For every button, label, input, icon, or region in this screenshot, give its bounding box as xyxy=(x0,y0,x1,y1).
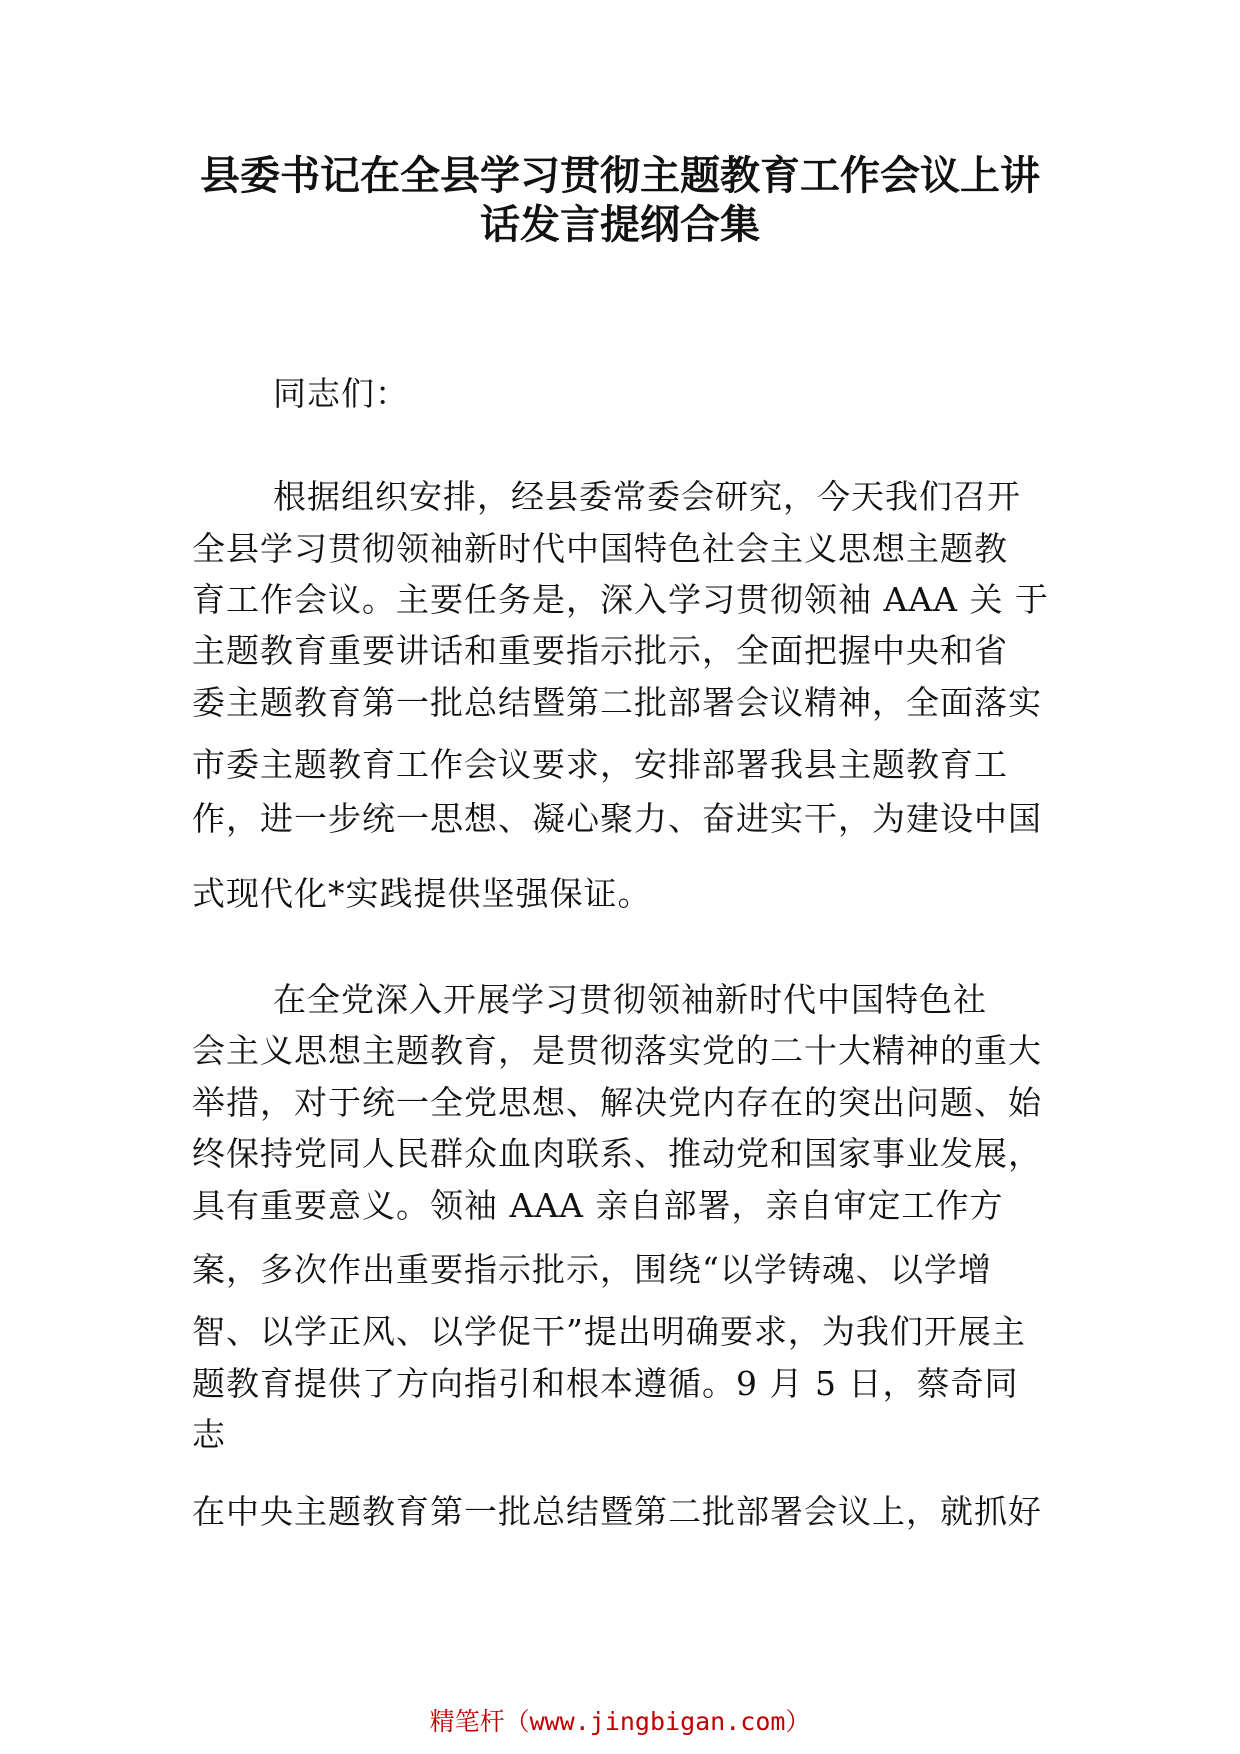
paragraph-1-line: 式现代化*实践提供坚强保证。 xyxy=(192,874,652,913)
paragraph-2-line: 在中央主题教育第一批总结暨第二批部署会议上，就抓好 xyxy=(192,1492,1042,1531)
paragraph-2-line: 题教育提供了方向指引和根本遵循。9 月 5 日，蔡奇同 xyxy=(192,1364,1019,1403)
paragraph-1-line: 委主题教育第一批总结暨第二批部署会议精神，全面落实 xyxy=(192,683,1042,722)
footer-watermark: 精笔杆（www.jingbigan.com） xyxy=(429,1707,811,1736)
paragraph-2-line: 在全党深入开展学习贯彻领袖新时代中国特色社 xyxy=(273,980,987,1019)
paragraph-2-line: 举措，对于统一全党思想、解决党内存在的突出问题、始 xyxy=(192,1083,1042,1122)
paragraph-1-line: 作，进一步统一思想、凝心聚力、奋进实干，为建设中国 xyxy=(192,799,1042,838)
paragraph-1-line: 主题教育重要讲话和重要指示批示，全面把握中央和省 xyxy=(192,631,1008,670)
paragraph-1-line: 全县学习贯彻领袖新时代中国特色社会主义思想主题教 xyxy=(192,529,1008,568)
paragraph-2-line: 智、以学正风、以学促干”提出明确要求，为我们开展主 xyxy=(192,1312,1026,1351)
document-title-line-2: 话发言提纲合集 xyxy=(480,202,760,248)
paragraph-2-line: 会主义思想主题教育，是贯彻落实党的二十大精神的重大 xyxy=(192,1031,1042,1070)
document-title-line-1: 县委书记在全县学习贯彻主题教育工作会议上讲 xyxy=(200,153,1040,199)
paragraph-1-line: 育工作会议。主要任务是，深入学习贯彻领袖 AAA 关 于 xyxy=(192,580,1049,619)
salutation: 同志们： xyxy=(273,374,409,413)
paragraph-2-line: 案，多次作出重要指示批示，围绕“以学铸魂、以学增 xyxy=(192,1250,992,1289)
paragraph-2-line: 志 xyxy=(192,1415,226,1454)
paragraph-2-line: 具有重要意义。领袖 AAA 亲自部署，亲自审定工作方 xyxy=(192,1186,1004,1225)
paragraph-1-line: 根据组织安排，经县委常委会研究，今天我们召开 xyxy=(273,477,1021,516)
paragraph-2-line: 终保持党同人民群众血肉联系、推动党和国家事业发展， xyxy=(192,1134,1042,1173)
paragraph-1-line: 市委主题教育工作会议要求，安排部署我县主题教育工 xyxy=(192,745,1008,784)
